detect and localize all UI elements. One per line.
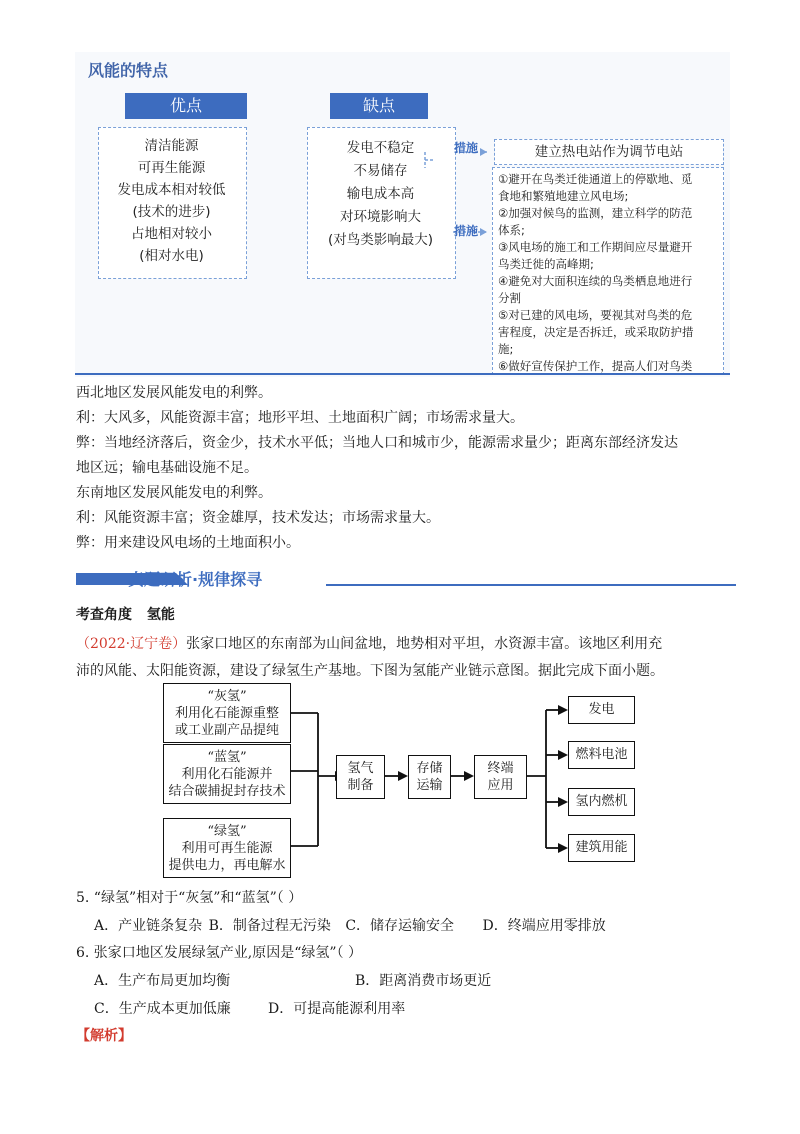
grey-hydrogen-box [163, 683, 291, 743]
measure-line: ②加强对候鸟的监测，建立科学的防范 [498, 206, 693, 220]
disadvantage-item: 输电成本高 [346, 186, 415, 202]
measure-line: ④避免对大面积连续的鸟类栖息地进行 [498, 274, 693, 288]
advantage-item: 清洁能源 [144, 138, 199, 154]
source-desc: 或工业副产品提纯 [174, 723, 279, 738]
measure-label: 措施 [454, 224, 479, 238]
advantages-header: 优点 [125, 93, 247, 119]
measure-line: ①避开在鸟类迁徙通道上的停歇地、觅 [498, 172, 693, 186]
disadvantage-item: 不易储存 [353, 163, 408, 179]
intro-text: 沛的风能、太阳能资源，建设了绿氢生产基地。下图为氢能产业链示意图。据此完成下面小题。 [76, 663, 664, 679]
source-citation: （2022·辽宁卷） [76, 636, 187, 652]
section-title: 真题研析·规律探寻 [128, 570, 263, 589]
measure-line: 体系; [498, 223, 525, 237]
paragraph-line: 地区远；输电基础设施不足。 [76, 460, 258, 476]
disadvantage-item: 对环境影响大 [340, 209, 421, 225]
disadvantage-item: (对鸟类影响最大) [327, 232, 434, 248]
option-b[interactable]: B．制备过程无污染 [208, 918, 331, 934]
measure-line: ⑥做好宣传保护工作，提高人们对鸟类 [498, 359, 693, 373]
figure-title: 风能的特点 [88, 61, 169, 80]
option-d[interactable]: D．终端应用零排放 [482, 918, 606, 934]
option-d[interactable]: D．可提高能源利用率 [268, 1001, 406, 1017]
measure-line: 鸟类迁徙的高峰期; [498, 257, 594, 271]
paragraph-line: 东南地区发展风能发电的利弊。 [76, 485, 272, 501]
box-label: 制备 [347, 778, 374, 793]
measure-line: 施; [498, 342, 514, 356]
output-combustion-engine: 氢内燃机 [568, 788, 635, 816]
option-c[interactable]: C．储存运输安全 [345, 918, 455, 934]
measure-label: 措施 [454, 141, 479, 155]
advantage-item: 发电成本相对较低 [117, 182, 226, 198]
paragraph-line: 利：大风多，风能资源丰富；地形平坦、土地面积广阔；市场需求量大。 [76, 410, 524, 426]
advantage-item: (技术的进步) [132, 204, 211, 220]
measure-box-1: 建立热电站作为调节电站 [494, 139, 724, 165]
box-label: 应用 [487, 778, 514, 793]
storage-box [408, 755, 451, 799]
measure-line: 分割 [498, 291, 521, 305]
disadvantages-header: 缺点 [330, 93, 428, 119]
paragraph-line: 弊：用来建设风电场的土地面积小。 [76, 535, 300, 551]
disadvantage-item: 发电不稳定 [346, 140, 415, 156]
source-name: “蓝氢” [207, 750, 247, 765]
option-b[interactable]: B．距离消费市场更近 [355, 973, 492, 989]
advantage-item: 可再生能源 [137, 160, 206, 176]
exam-angle-topic: 氢能 [146, 607, 175, 623]
intro-text: 张家口地区的东南部为山间盆地，地势相对平坦，水资源丰富。该地区利用充 [186, 636, 663, 652]
source-desc: 利用化石能源重整 [174, 706, 279, 721]
measure-line: 食地和繁殖地建立风电场; [498, 189, 629, 203]
box-label: 运输 [416, 778, 443, 793]
source-desc: 利用化石能源并 [181, 767, 273, 782]
paragraph-line: 弊：当地经济落后，资金少，技术水平低；当地人口和城市少，能源需求量少；距离东部经济发达 [76, 435, 678, 451]
green-hydrogen-box [163, 818, 291, 878]
source-desc: 结合碳捕捉封存技术 [168, 784, 286, 799]
box-label: 存储 [416, 761, 443, 776]
source-desc: 利用可再生能源 [181, 841, 273, 856]
question-6-stem: 6. 张家口地区发展绿氢产业,原因是“绿氢”（ ） [76, 945, 363, 961]
paragraph-line: 利：风能资源丰富；资金雄厚，技术发达；市场需求量大。 [76, 510, 440, 526]
source-desc: 提供电力，再电解水 [168, 858, 286, 873]
output-building-energy: 建筑用能 [568, 834, 635, 862]
production-box [336, 755, 385, 799]
box-label: 氢气 [347, 761, 374, 776]
option-a[interactable]: A．产业链条复杂 [94, 918, 203, 934]
question-5-stem: 5. “绿氢”相对于“灰氢”和“蓝氢”（ ） [76, 890, 303, 906]
output-fuel-cell: 燃料电池 [568, 741, 635, 769]
option-c[interactable]: C．生产成本更加低廉 [94, 1001, 231, 1017]
source-name: “绿氢” [207, 824, 247, 839]
measure-line: ③风电场的施工和工作期间应尽量避开 [498, 240, 693, 254]
paragraph-line: 西北地区发展风能发电的利弊。 [76, 385, 272, 401]
exam-angle-label: 考查角度 [76, 607, 132, 623]
terminal-box [474, 755, 527, 799]
option-a[interactable]: A．生产布局更加均衡 [94, 973, 231, 989]
advantage-item: 占地相对较小 [131, 226, 212, 242]
measure-line: 害程度，决定是否拆迁，或采取防护措 [498, 325, 694, 339]
analysis-label: 【解析】 [76, 1028, 132, 1044]
question-5-options [94, 915, 734, 935]
advantage-item: (相对水电) [139, 248, 204, 264]
measure-line: ⑤对已建的风电场，要视其对鸟类的危 [498, 308, 693, 322]
blue-hydrogen-box [163, 744, 291, 804]
output-power: 发电 [568, 696, 635, 724]
box-label: 终端 [487, 761, 514, 776]
source-name: “灰氢” [207, 689, 247, 704]
